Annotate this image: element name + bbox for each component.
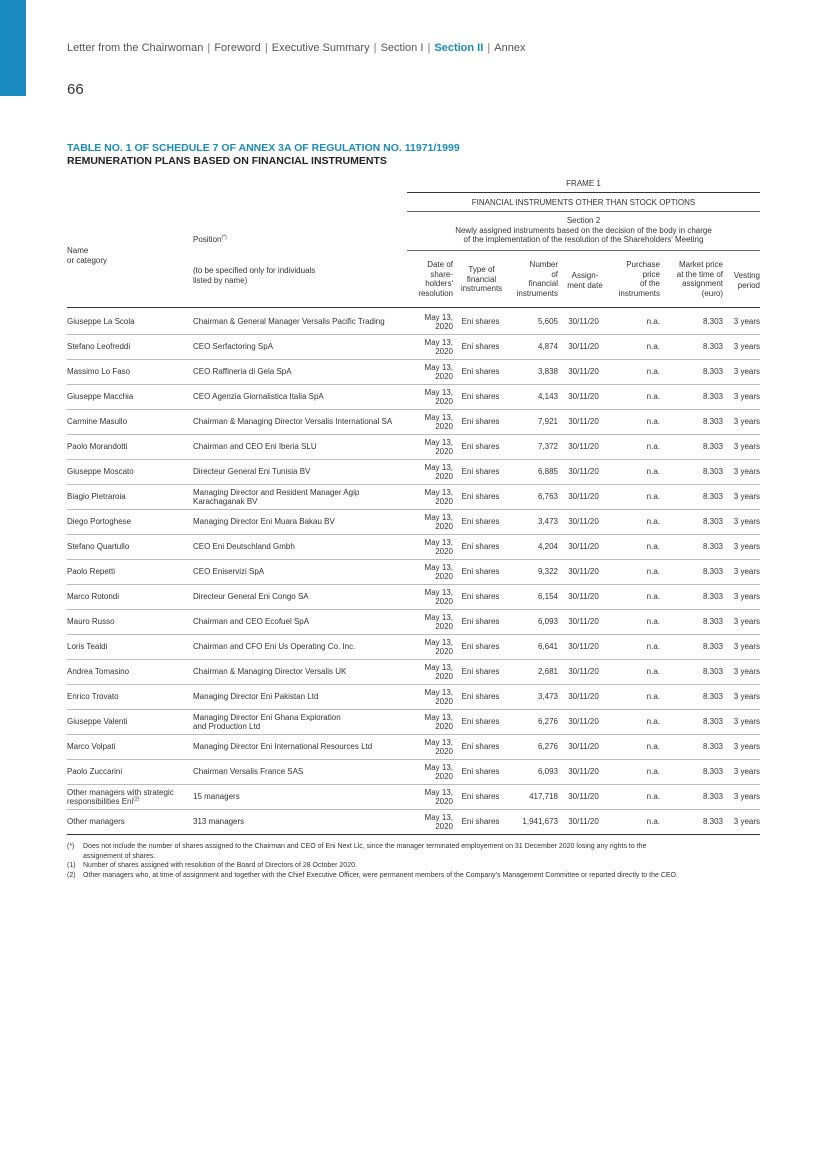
- breadcrumb-item[interactable]: Annex: [494, 42, 526, 54]
- purchase-price-cell: n.a.: [609, 785, 660, 810]
- number-cell: 6,093: [508, 760, 558, 785]
- vesting-cell: 3 years: [723, 735, 760, 760]
- type-cell: Eni shares: [453, 435, 508, 460]
- number-cell: 4,204: [508, 535, 558, 560]
- vesting-cell: 3 years: [723, 560, 760, 585]
- vesting-cell: 3 years: [723, 760, 760, 785]
- market-column-header: Market price at the time of assignment (euro): [676, 260, 723, 298]
- name-cell: Other managers: [67, 810, 193, 835]
- purchase-price-cell: n.a.: [609, 560, 660, 585]
- assignment-date-cell: 30/11/20: [558, 810, 609, 835]
- purchase-price-cell: n.a.: [609, 410, 660, 435]
- vesting-cell: 3 years: [723, 335, 760, 360]
- position-cell: Directeur General Eni Tunisia BV: [193, 460, 407, 485]
- date-cell: May 13, 2020: [407, 610, 453, 635]
- purchase-price-cell: n.a.: [609, 535, 660, 560]
- name-cell: Giuseppe La Scola: [67, 310, 193, 335]
- name-cell: Paolo Repetti: [67, 560, 193, 585]
- market-price-cell: 8.303: [660, 535, 723, 560]
- header-rule: [407, 192, 760, 193]
- vesting-cell: 3 years: [723, 610, 760, 635]
- number-cell: 417,718: [508, 785, 558, 810]
- number-cell: 6,276: [508, 735, 558, 760]
- date-column-header: Date of share- holders' resolution: [418, 260, 453, 298]
- page-number: 66: [67, 81, 84, 98]
- name-cell: Massimo Lo Faso: [67, 360, 193, 385]
- market-price-cell: 8.303: [660, 510, 723, 535]
- number-cell: 7,372: [508, 435, 558, 460]
- type-cell: Eni shares: [453, 660, 508, 685]
- purchase-price-cell: n.a.: [609, 760, 660, 785]
- date-cell: May 13, 2020: [407, 435, 453, 460]
- type-cell: Eni shares: [453, 310, 508, 335]
- market-price-cell: 8.303: [660, 360, 723, 385]
- purchase-price-cell: n.a.: [609, 585, 660, 610]
- market-price-cell: 8.303: [660, 385, 723, 410]
- vesting-cell: 3 years: [723, 685, 760, 710]
- market-price-cell: 8.303: [660, 310, 723, 335]
- name-column-header: Name or category: [67, 246, 108, 265]
- date-cell: May 13, 2020: [407, 560, 453, 585]
- table-row: [67, 435, 760, 460]
- number-cell: 9,322: [508, 560, 558, 585]
- date-cell: May 13, 2020: [407, 410, 453, 435]
- table-row: [67, 810, 760, 835]
- date-cell: May 13, 2020: [407, 535, 453, 560]
- table-row: [67, 760, 760, 785]
- type-cell: Eni shares: [453, 810, 508, 835]
- assignment-date-cell: 30/11/20: [558, 410, 609, 435]
- purchase-price-cell: n.a.: [609, 635, 660, 660]
- number-cell: 6,763: [508, 485, 558, 510]
- market-price-cell: 8.303: [660, 660, 723, 685]
- name-cell: Giuseppe Moscato: [67, 460, 193, 485]
- market-price-cell: 8.303: [660, 560, 723, 585]
- name-cell: Marco Volpati: [67, 735, 193, 760]
- date-cell: May 13, 2020: [407, 385, 453, 410]
- assignment-date-cell: 30/11/20: [558, 510, 609, 535]
- date-cell: May 13, 2020: [407, 485, 453, 510]
- purchase-price-cell: n.a.: [609, 610, 660, 635]
- position-cell: Chairman and CEO Ecofuel SpA: [193, 610, 407, 635]
- breadcrumb: Letter from the Chairwoman | Foreword | Executive Summary | Section I | Section II | Annex: [67, 42, 526, 54]
- table-row: [67, 310, 760, 335]
- type-cell: Eni shares: [453, 335, 508, 360]
- type-cell: Eni shares: [453, 460, 508, 485]
- market-price-cell: 8.303: [660, 435, 723, 460]
- purchase-price-cell: n.a.: [609, 710, 660, 735]
- type-cell: Eni shares: [453, 760, 508, 785]
- purchase-price-cell: n.a.: [609, 435, 660, 460]
- purchase-price-cell: n.a.: [609, 660, 660, 685]
- group-heading: FINANCIAL INSTRUMENTS OTHER THAN STOCK OPTIONS: [471, 198, 696, 207]
- footnote: (2) Other managers who, at time of assignment and together with the Chief Executive Officer, were permanent members of the Company's Management Committee or reported directly to the CEO.: [67, 871, 678, 879]
- table-row: [67, 585, 760, 610]
- breadcrumb-item[interactable]: Section I: [380, 42, 424, 54]
- market-price-cell: 8.303: [660, 760, 723, 785]
- name-cell: Loris Tealdi: [67, 635, 193, 660]
- date-cell: May 13, 2020: [407, 785, 453, 810]
- table-subtitle: REMUNERATION PLANS BASED ON FINANCIAL INSTRUMENTS: [67, 155, 387, 167]
- table-row: [67, 560, 760, 585]
- market-price-cell: 8.303: [660, 485, 723, 510]
- assignment-date-cell: 30/11/20: [558, 635, 609, 660]
- assignment-date-cell: 30/11/20: [558, 735, 609, 760]
- name-cell: Andrea Tomasino: [67, 660, 193, 685]
- breadcrumb-item-active[interactable]: Section II: [434, 42, 484, 54]
- assignment-date-cell: 30/11/20: [558, 460, 609, 485]
- number-cell: 6,154: [508, 585, 558, 610]
- date-cell: May 13, 2020: [407, 760, 453, 785]
- assignment-date-cell: 30/11/20: [558, 435, 609, 460]
- number-column-header: Number of financial instruments: [516, 260, 558, 298]
- number-cell: 4,143: [508, 385, 558, 410]
- assignment-date-cell: 30/11/20: [558, 685, 609, 710]
- position-cell: CEO Agenzia Giornalistica Italia SpA: [193, 385, 407, 410]
- purchase-price-cell: n.a.: [609, 460, 660, 485]
- section-color-tab: [0, 0, 26, 96]
- name-cell: Carmine Masullo: [67, 410, 193, 435]
- position-cell: Managing Director and Resident Manager Agip Karachaganak BV: [193, 485, 407, 510]
- table-row: [67, 360, 760, 385]
- vesting-cell: 3 years: [723, 460, 760, 485]
- type-cell: Eni shares: [453, 635, 508, 660]
- table-row: [67, 660, 760, 685]
- vesting-cell: 3 years: [723, 485, 760, 510]
- table-row: [67, 535, 760, 560]
- position-cell: CEO Eniservizi SpA: [193, 560, 407, 585]
- number-cell: 3,473: [508, 510, 558, 535]
- type-cell: Eni shares: [453, 510, 508, 535]
- purchase-price-cell: n.a.: [609, 360, 660, 385]
- vesting-cell: 3 years: [723, 535, 760, 560]
- date-cell: May 13, 2020: [407, 710, 453, 735]
- type-cell: Eni shares: [453, 410, 508, 435]
- table-row: [67, 610, 760, 635]
- type-cell: Eni shares: [453, 585, 508, 610]
- footnote: (1) Number of shares assigned with resolution of the Board of Directors of 28 October 2020.: [67, 862, 357, 869]
- name-cell: Other managers with strategic responsibilities Eni$^{(2)}$: [67, 785, 193, 810]
- table-row: [67, 735, 760, 760]
- type-cell: Eni shares: [453, 560, 508, 585]
- type-column-header: Type of financial instruments: [460, 265, 503, 293]
- name-cell: Giuseppe Macchia: [67, 385, 193, 410]
- assignment-date-cell: 30/11/20: [558, 785, 609, 810]
- date-cell: May 13, 2020: [407, 635, 453, 660]
- footnotes: [67, 842, 762, 880]
- breadcrumb-item[interactable]: Foreword: [214, 42, 261, 54]
- assignment-date-cell: 30/11/20: [558, 760, 609, 785]
- date-cell: May 13, 2020: [407, 335, 453, 360]
- date-cell: May 13, 2020: [407, 360, 453, 385]
- date-cell: May 13, 2020: [407, 510, 453, 535]
- type-cell: Eni shares: [453, 535, 508, 560]
- assignment-date-cell: 30/11/20: [558, 535, 609, 560]
- remuneration-table: [67, 310, 760, 835]
- table-row: [67, 385, 760, 410]
- purchase-price-cell: n.a.: [609, 335, 660, 360]
- assignment-date-cell: 30/11/20: [558, 335, 609, 360]
- name-cell: Mauro Russo: [67, 610, 193, 635]
- name-cell: Giuseppe Valenti: [67, 710, 193, 735]
- vesting-cell: 3 years: [723, 660, 760, 685]
- number-cell: 7,921: [508, 410, 558, 435]
- purchase-price-cell: n.a.: [609, 485, 660, 510]
- position-column-note: (to be specified only for individuals listed by name): [193, 266, 316, 285]
- market-price-cell: 8.303: [660, 335, 723, 360]
- breadcrumb-item[interactable]: Letter from the Chairwoman: [67, 42, 204, 54]
- table-row: [67, 410, 760, 435]
- vesting-cell: 3 years: [723, 310, 760, 335]
- market-price-cell: 8.303: [660, 410, 723, 435]
- assignment-date-cell: 30/11/20: [558, 710, 609, 735]
- position-cell: CEO Eni Deutschland Gmbh: [193, 535, 407, 560]
- vesting-cell: 3 years: [723, 585, 760, 610]
- header-rule: [407, 250, 760, 251]
- position-cell: CEO Raffineria di Gela SpA: [193, 360, 407, 385]
- purchase-price-cell: n.a.: [609, 310, 660, 335]
- date-cell: May 13, 2020: [407, 460, 453, 485]
- assignment-date-cell: 30/11/20: [558, 560, 609, 585]
- footnote: (*) Does not include the number of shares assigned to the Chairman and CEO of Eni Next Llc, since the manager terminated employement on 31 December 2020 losing any rights to the assignement of shares.: [67, 843, 647, 860]
- purchase-price-cell: n.a.: [609, 385, 660, 410]
- type-cell: Eni shares: [453, 710, 508, 735]
- type-cell: Eni shares: [453, 785, 508, 810]
- assignment-date-cell: 30/11/20: [558, 360, 609, 385]
- vesting-cell: 3 years: [723, 410, 760, 435]
- number-cell: 6,093: [508, 610, 558, 635]
- type-cell: Eni shares: [453, 610, 508, 635]
- position-cell: Chairman Versalis France SAS: [193, 760, 407, 785]
- vesting-cell: 3 years: [723, 785, 760, 810]
- market-price-cell: 8.303: [660, 635, 723, 660]
- vesting-cell: 3 years: [723, 810, 760, 835]
- table-row: [67, 685, 760, 710]
- assignment-column-header: Assign- ment date: [567, 271, 603, 290]
- table-row: [67, 710, 760, 735]
- name-cell: Stefano Quartullo: [67, 535, 193, 560]
- vesting-cell: 3 years: [723, 360, 760, 385]
- purchase-price-cell: n.a.: [609, 685, 660, 710]
- type-cell: Eni shares: [453, 360, 508, 385]
- number-cell: 3,473: [508, 685, 558, 710]
- vesting-cell: 3 years: [723, 635, 760, 660]
- position-cell: 313 managers: [193, 810, 407, 835]
- number-cell: 6,641: [508, 635, 558, 660]
- position-cell: CEO Serfactoring SpA: [193, 335, 407, 360]
- header-rule: [407, 211, 760, 212]
- assignment-date-cell: 30/11/20: [558, 310, 609, 335]
- market-price-cell: 8.303: [660, 710, 723, 735]
- vesting-column-header: Vesting period: [733, 271, 760, 290]
- breadcrumb-item[interactable]: Executive Summary: [271, 42, 370, 54]
- type-cell: Eni shares: [453, 485, 508, 510]
- assignment-date-cell: 30/11/20: [558, 385, 609, 410]
- frame-heading: FRAME 1: [566, 179, 601, 188]
- name-cell: Stefano Leofreddi: [67, 335, 193, 360]
- purchase-column-header: Purchase price of the instruments: [618, 260, 660, 298]
- number-cell: 6,885: [508, 460, 558, 485]
- position-cell: Chairman & General Manager Versalis Pacific Trading: [193, 310, 407, 335]
- position-cell: 15 managers: [193, 785, 407, 810]
- market-price-cell: 8.303: [660, 610, 723, 635]
- position-cell: Managing Director Eni Ghana Exploration and Production Ltd: [193, 710, 407, 735]
- type-cell: Eni shares: [453, 735, 508, 760]
- number-cell: 1,941,673: [508, 810, 558, 835]
- date-cell: May 13, 2020: [407, 660, 453, 685]
- table-row: [67, 335, 760, 360]
- date-cell: May 13, 2020: [407, 810, 453, 835]
- header-bottom-rule: [67, 307, 760, 308]
- type-cell: Eni shares: [453, 685, 508, 710]
- date-cell: May 13, 2020: [407, 735, 453, 760]
- vesting-cell: 3 years: [723, 510, 760, 535]
- vesting-cell: 3 years: [723, 710, 760, 735]
- name-cell: Paolo Morandotti: [67, 435, 193, 460]
- name-cell: Biagio Pietraroia: [67, 485, 193, 510]
- table-row: [67, 460, 760, 485]
- position-column-header: Position(*): [193, 234, 227, 244]
- assignment-date-cell: 30/11/20: [558, 660, 609, 685]
- vesting-cell: 3 years: [723, 435, 760, 460]
- purchase-price-cell: n.a.: [609, 810, 660, 835]
- position-cell: Chairman and CEO Eni Iberia SLU: [193, 435, 407, 460]
- purchase-price-cell: n.a.: [609, 510, 660, 535]
- market-price-cell: 8.303: [660, 585, 723, 610]
- date-cell: May 13, 2020: [407, 310, 453, 335]
- name-cell: Marco Rotondi: [67, 585, 193, 610]
- number-cell: 4,874: [508, 335, 558, 360]
- assignment-date-cell: 30/11/20: [558, 485, 609, 510]
- market-price-cell: 8.303: [660, 685, 723, 710]
- assignment-date-cell: 30/11/20: [558, 610, 609, 635]
- name-cell: Enrico Trovato: [67, 685, 193, 710]
- name-cell: Diego Portoghese: [67, 510, 193, 535]
- date-cell: May 13, 2020: [407, 585, 453, 610]
- position-cell: Managing Director Eni Muara Bakau BV: [193, 510, 407, 535]
- position-cell: Chairman & Managing Director Versalis UK: [193, 660, 407, 685]
- number-cell: 2,681: [508, 660, 558, 685]
- number-cell: 3,838: [508, 360, 558, 385]
- position-cell: Managing Director Eni Pakistan Ltd: [193, 685, 407, 710]
- market-price-cell: 8.303: [660, 785, 723, 810]
- position-cell: Chairman and CFO Eni Us Operating Co. Inc.: [193, 635, 407, 660]
- vesting-cell: 3 years: [723, 385, 760, 410]
- table-row: [67, 635, 760, 660]
- name-cell: Paolo Zuccarini: [67, 760, 193, 785]
- table-row: [67, 785, 760, 810]
- table-row: [67, 485, 760, 510]
- position-cell: Managing Director Eni International Resources Ltd: [193, 735, 407, 760]
- table-title: TABLE NO. 1 OF SCHEDULE 7 OF ANNEX 3A OF REGULATION NO. 11971/1999: [67, 142, 460, 154]
- market-price-cell: 8.303: [660, 735, 723, 760]
- number-cell: 5,605: [508, 310, 558, 335]
- assignment-date-cell: 30/11/20: [558, 585, 609, 610]
- purchase-price-cell: n.a.: [609, 735, 660, 760]
- market-price-cell: 8.303: [660, 460, 723, 485]
- type-cell: Eni shares: [453, 385, 508, 410]
- section-heading: Section 2 Newly assigned instruments based on the decision of the body in charge of the implementation of the resolution of the Shareholders' Meeting: [455, 216, 712, 244]
- market-price-cell: 8.303: [660, 810, 723, 835]
- position-cell: Chairman & Managing Director Versalis International SA: [193, 410, 407, 435]
- table-row: [67, 510, 760, 535]
- number-cell: 6,276: [508, 710, 558, 735]
- date-cell: May 13, 2020: [407, 685, 453, 710]
- position-cell: Directeur General Eni Congo SA: [193, 585, 407, 610]
